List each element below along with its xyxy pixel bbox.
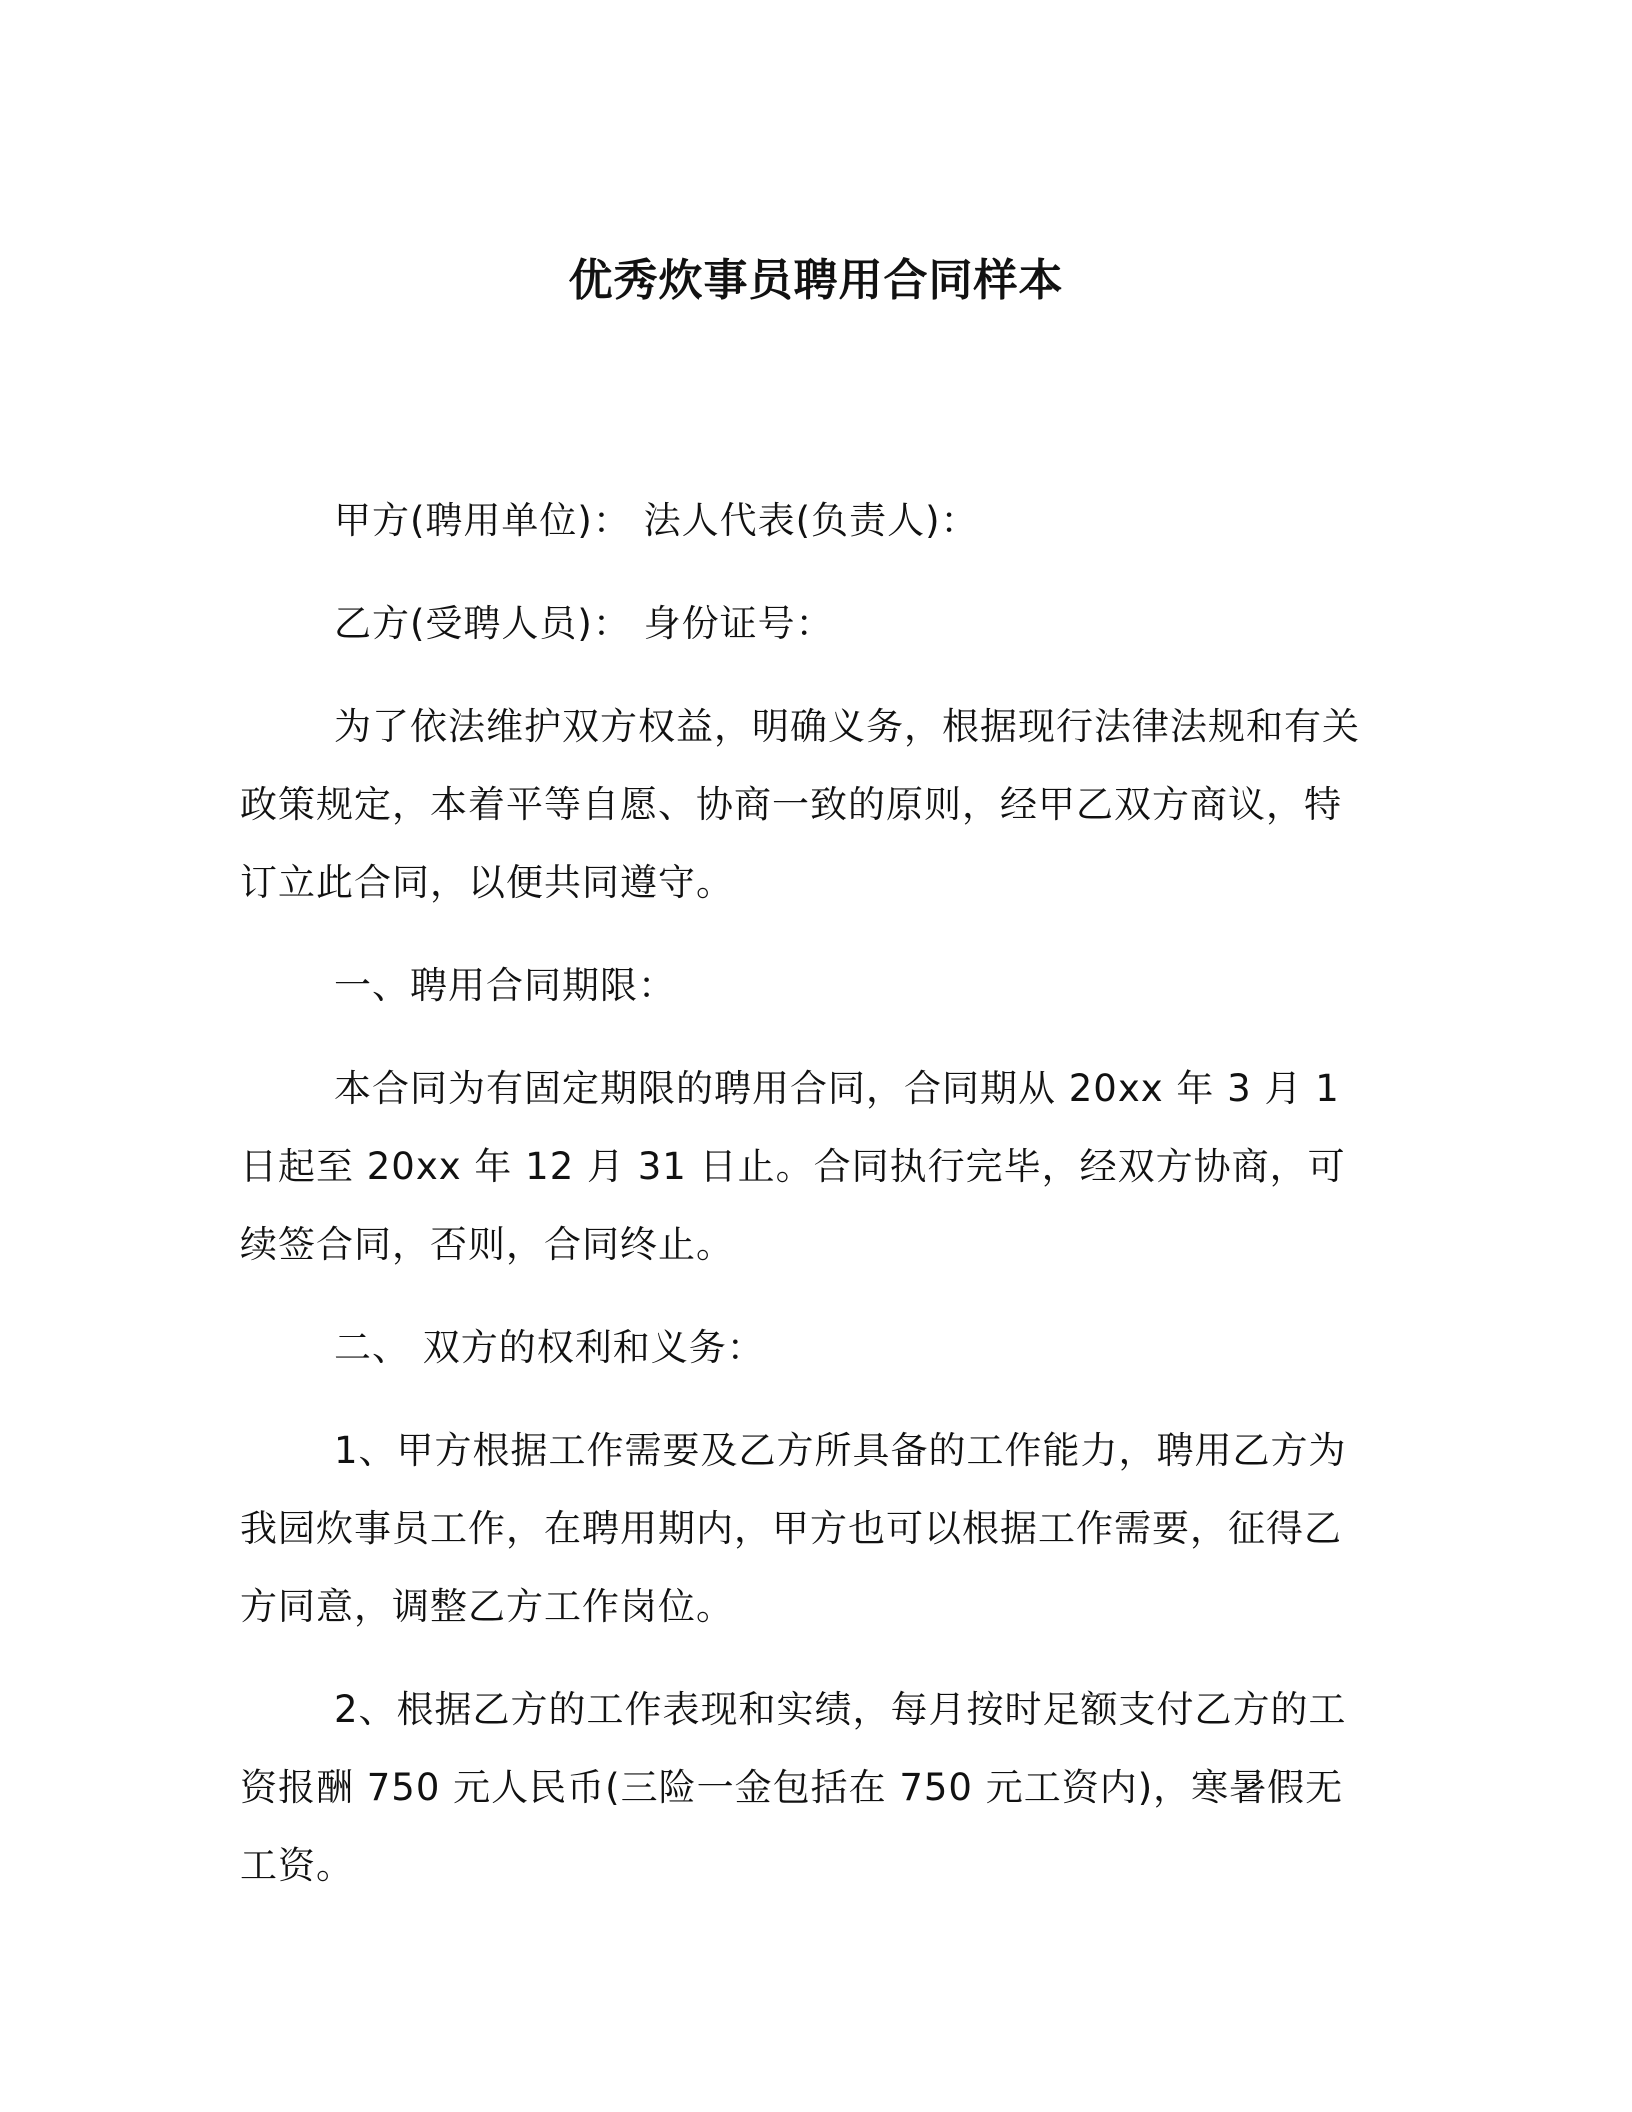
intro-paragraph: 为了依法维护双方权益，明确义务，根据现行法律法规和有关政策规定，本着平等自愿、协商一致的原则，经甲乙双方商议，特订立此合同，以便共同遵守。 [240, 705, 1360, 904]
document-title: 优秀炊事员聘用合同样本 [568, 255, 1064, 307]
section-2-heading: 二、 双方的权利和义务： [334, 1326, 765, 1369]
party-b-line: 乙方(受聘人员)： 身份证号： [334, 602, 834, 645]
party-a-line: 甲方(聘用单位)： 法人代表(负责人)： [334, 499, 979, 542]
clause-1-paragraph: 1、甲方根据工作需要及乙方所具备的工作能力，聘用乙方为我园炊事员工作，在聘用期内，甲方也可以根据工作需要，征得乙方同意，调整乙方工作岗位。 [240, 1429, 1347, 1628]
section-1-body: 本合同为有固定期限的聘用合同，合同期从 20xx 年 3 月 1 日起至 20xx 年 12 月 31 日止。合同执行完毕，经双方协商，可续签合同，否则，合同终止。 [240, 1067, 1346, 1266]
section-1-heading: 一、聘用合同期限： [334, 964, 676, 1007]
clause-2-paragraph: 2、根据乙方的工作表现和实绩，每月按时足额支付乙方的工资报酬 750 元人民币(三险一金包括在 750 元工资内)，寒暑假无工资。 [240, 1688, 1347, 1887]
